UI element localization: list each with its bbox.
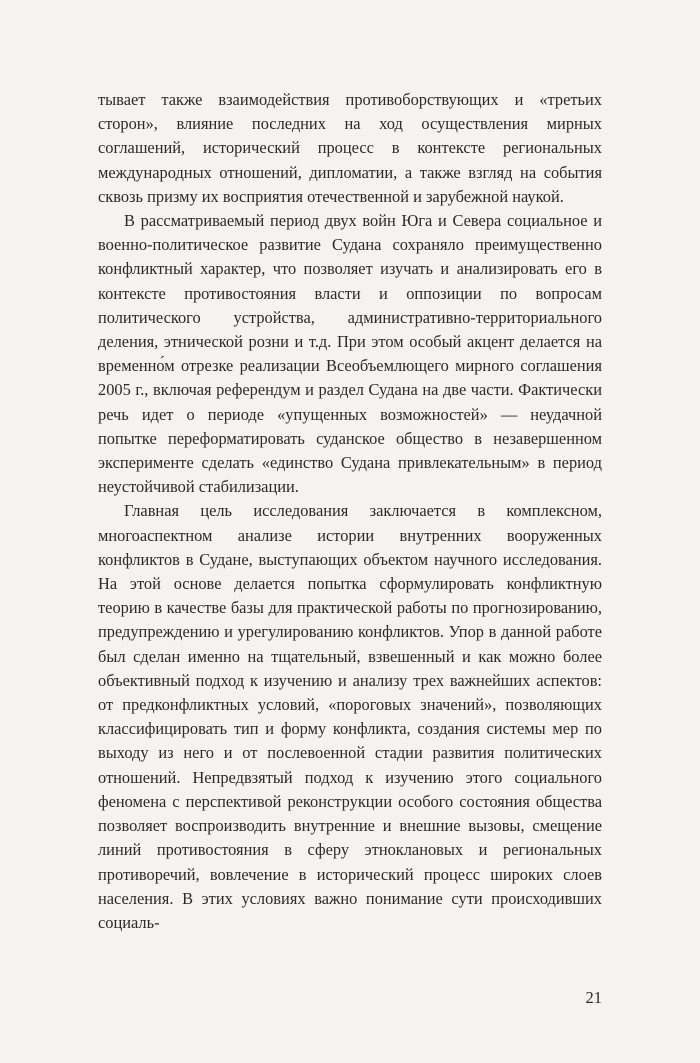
body-text [98,88,602,935]
paragraph-continuation: тывает также взаимодействия противоборствующих и «третьих сторон», влияние последних на ход осуществления мирных соглашений, исторический процесс в контексте региональных международных отношений, дипломатии, а также взгляд на события сквозь призму их восприятия отечественной и зарубежной наукой. [98,90,602,206]
page-number: 21 [585,988,602,1007]
paragraph-research-goal: Главная цель исследования заключается в комплексном, многоаспектном анализе истории внутренних вооруженных конфликтов в Судане, выступающих объектом научного исследования. На этой основе делается попытка сформулировать конфликтную теорию в качестве базы для практической работы по прогнозированию, предупреждению и урегулированию конфликтов. Упор в данной работе был сделан именно на тщательный, взвешенный и как можно более объективный подход к изучению и анализу трех важнейших аспектов: от предконфликтных условий, «пороговых значений», позволяющих классифицировать тип и форму конфликта, создания системы мер по выходу из него и от послевоенной стадии развития политических отношений. Непредвзятый подход к изучению этого социального феномена с перспективой реконструкции особого состояния общества позволяет воспроизводить внутренние и внешние вызовы, смещение линий противостояния в сферу этноклановых и региональных противоречий, вовлечение в исторический процесс широких слоев населения. В этих условиях важно понимание сути происходивших социаль- [98,501,602,932]
paragraph-period-of-wars: В рассматриваемый период двух войн Юга и Севера социальное и военно-политическое развитие Судана сохраняло преимущественно конфликтный характер, что позволяет изучать и анализировать его в контексте противостояния власти и оппозиции по вопросам политического устройства, административно-территориального деления, этнической розни и т.д. При этом особый акцент делается на временно́м отрезке реализации Всеобъемлющего мирного соглашения 2005 г., включая референдум и раздел Судана на две части. Фактически речь идет о периоде «упущенных возможностей» — неудачной попытке переформатировать суданское общество в незавершенном эксперименте сделать «единство Судана привлекательным» в период неустойчивой стабилизации. [98,211,602,497]
